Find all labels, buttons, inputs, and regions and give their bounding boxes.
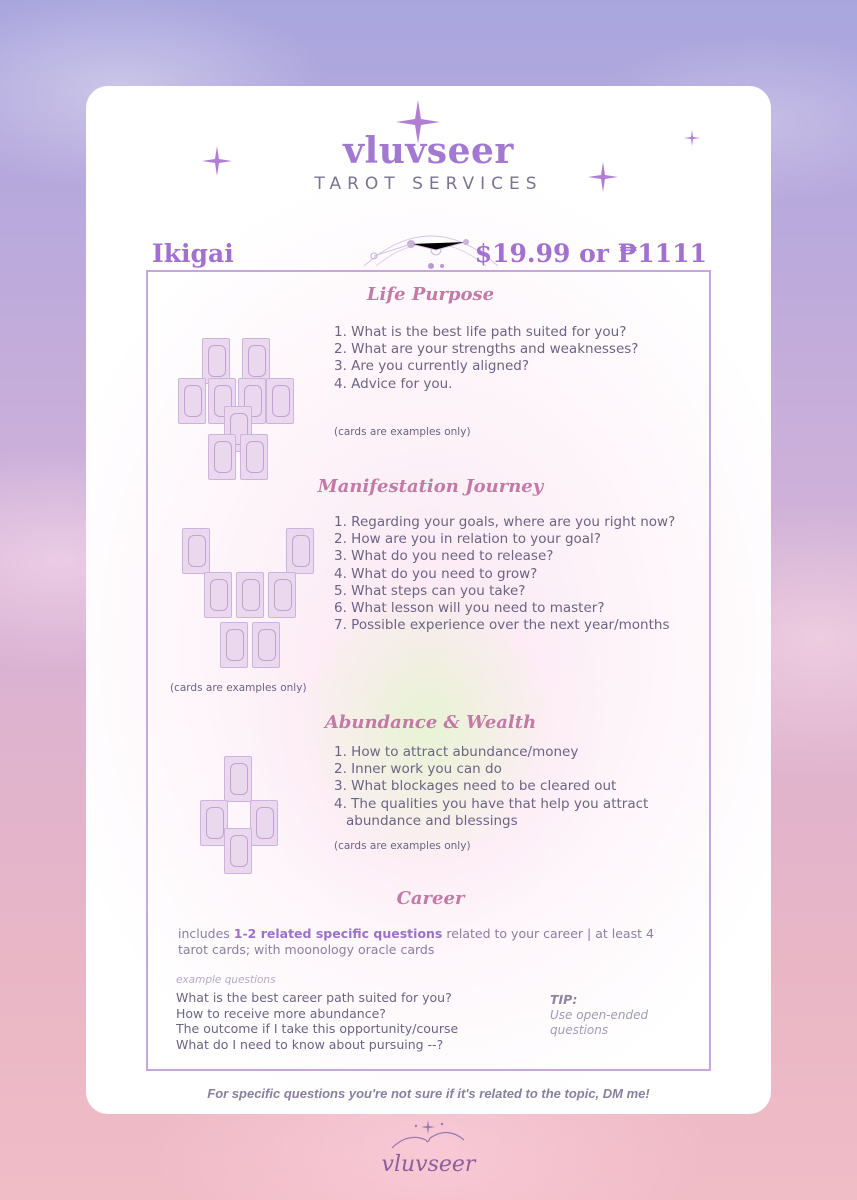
package-price: $19.99 or ₱1111: [474, 239, 707, 268]
brand-subtitle: TAROT SERVICES: [314, 174, 543, 194]
tip-text: Use open-ended questions: [550, 1008, 649, 1037]
career-description: includes 1-2 related specific questions related to your career | at least 4 tarot cards; with moonology oracle cards: [178, 926, 654, 957]
list-item: 7. Possible experience over the next year/months: [334, 617, 670, 634]
section-title-manifestation: Manifestation Journey: [317, 476, 544, 497]
list-item: The outcome if I take this opportunity/course: [176, 1021, 459, 1036]
manifestation-questions: [334, 514, 679, 634]
list-item: 1. What is the best life path suited for you?: [334, 324, 627, 340]
list-item: 3. What do you need to release?: [334, 548, 554, 565]
cards-note: (cards are examples only): [334, 426, 471, 438]
example-questions-label: example questions: [176, 974, 276, 986]
list-item: 2. How are you in relation to your goal?: [334, 531, 601, 548]
list-item: 1. How to attract abundance/money: [334, 744, 579, 760]
section-title-abundance: Abundance & Wealth: [324, 712, 537, 733]
list-item: What do I need to know about pursuing --?: [176, 1036, 444, 1052]
cards-note: (cards are examples only): [334, 840, 471, 852]
list-item: 2. Inner work you can do: [334, 761, 502, 778]
tip-title: TIP:: [550, 992, 578, 1007]
life-purpose-questions: [334, 324, 684, 393]
list-item: 1. Regarding your goals, where are you right now?: [334, 514, 676, 530]
list-item: 3. Are you currently aligned?: [334, 358, 530, 375]
list-item: 6. What lesson will you need to master?: [334, 600, 605, 617]
list-item: 4. The qualities you have that help you attract abundance and blessings: [334, 795, 649, 829]
services-box: [146, 270, 711, 1071]
brand-name: vluvseer: [343, 130, 514, 172]
list-item: 4. What do you need to grow?: [334, 565, 538, 582]
career-example-questions: [176, 990, 458, 1052]
section-title-career: Career: [396, 888, 465, 909]
footer-note: For specific questions you're not sure if it's related to the topic, DM me!: [207, 1086, 650, 1101]
section-title-life-purpose: Life Purpose: [366, 284, 495, 305]
signature-logo: vluvseer: [381, 1152, 476, 1177]
list-item: What is the best career path suited for you?: [176, 990, 452, 1005]
list-item: 3. What blockages need to be cleared out: [334, 778, 617, 795]
list-item: 5. What steps can you take?: [334, 582, 526, 599]
package-name: Ikigai: [152, 239, 234, 268]
list-item: How to receive more abundance?: [176, 1005, 386, 1021]
service-card: [86, 86, 771, 1114]
list-item: 4. Advice for you.: [334, 375, 453, 392]
abundance-questions: [334, 744, 664, 830]
cards-note: (cards are examples only): [170, 682, 307, 694]
list-item: 2. What are your strengths and weaknesses?: [334, 341, 639, 358]
